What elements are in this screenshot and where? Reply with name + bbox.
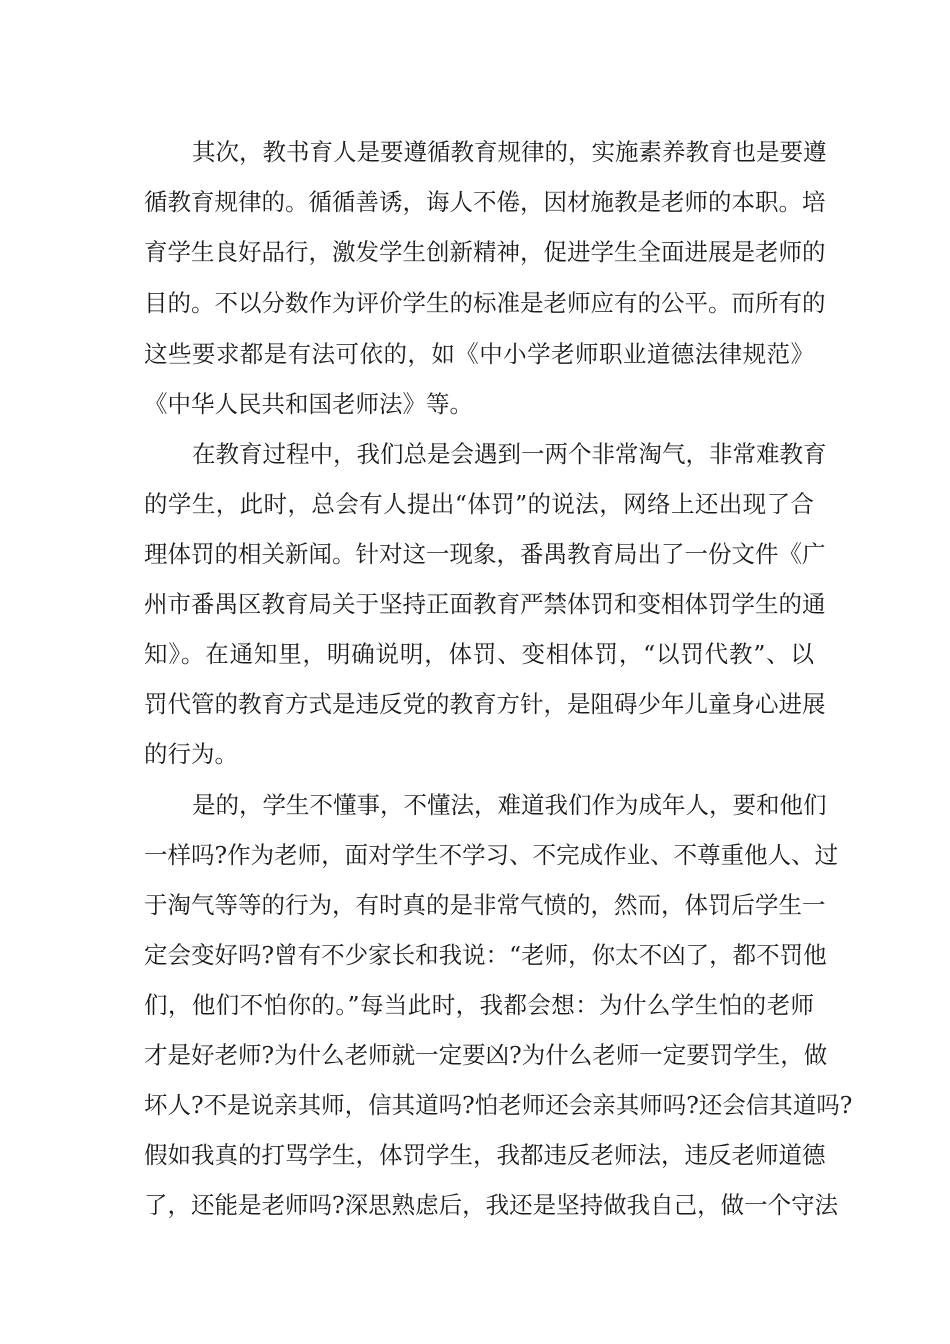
paragraph-1-line-3: 育学生良好品行，激发学生创新精神，促进学生全面进展是老师的	[144, 238, 826, 266]
paragraph-2-line-4: 州市番禺区教育局关于坚持正面教育严禁体罚和变相体罚学生的通	[144, 590, 826, 618]
paragraph-3-line-1: 是的，学生不懂事，不懂法，难道我们作为成年人，要和他们	[192, 791, 827, 819]
paragraph-2-line-3: 理体罚的相关新闻。针对这一现象，番禺教育局出了一份文件《广	[144, 540, 826, 568]
paragraph-1-line-4: 目的。不以分数作为评价学生的标准是老师应有的公平。而所有的	[144, 289, 826, 317]
paragraph-3-line-9: 了，还能是老师吗?深思熟虑后，我还是坚持做我自己，做一个守法	[144, 1191, 839, 1219]
paragraph-3-line-3: 于淘气等等的行为，有时真的是非常气愤的，然而，体罚后学生一	[144, 891, 826, 919]
paragraph-3-line-2: 一样吗?作为老师，面对学生不学习、不完成作业、不尊重他人、过	[144, 841, 839, 869]
paragraph-1-line-5: 这些要求都是有法可依的，如《中小学老师职业道德法律规范》	[144, 340, 814, 368]
paragraph-3-line-4: 定会变好吗?曾有不少家长和我说：“老师，你太不凶了，都不罚他	[144, 941, 827, 969]
paragraph-3-line-6: 才是好老师?为什么老师就一定要凶?为什么老师一定要罚学生，做	[144, 1041, 828, 1069]
paragraph-2-line-1: 在教育过程中，我们总是会遇到一两个非常淘气，非常难教育	[192, 440, 827, 468]
paragraph-2-line-6: 罚代管的教育方式是违反党的教育方针，是阻碍少年儿童身心进展	[144, 690, 826, 718]
paragraph-2-line-2: 的学生，此时，总会有人提出“体罚”的说法，网络上还出现了合	[144, 490, 814, 518]
paragraph-1-line-2: 循教育规律的。循循善诱，诲人不倦，因材施教是老师的本职。培	[144, 188, 826, 216]
paragraph-3-line-7: 坏人?不是说亲其师，信其道吗?怕老师还会亲其师吗?还会信其道吗?	[144, 1091, 853, 1119]
paragraph-1-line-1: 其次，教书育人是要遵循教育规律的，实施素养教育也是要遵	[192, 138, 827, 166]
paragraph-3-line-8: 假如我真的打骂学生，体罚学生，我都违反老师法，违反老师道德	[144, 1141, 826, 1169]
paragraph-3-line-5: 们，他们不怕你的。”每当此时，我都会想：为什么学生怕的老师	[144, 991, 814, 1019]
paragraph-2-line-5: 知》。在通知里，明确说明，体罚、变相体罚，“以罚代教”、以	[144, 640, 814, 668]
paragraph-2-line-7: 的行为。	[144, 740, 238, 768]
paragraph-1-line-6: 《中华人民共和国老师法》等。	[144, 390, 473, 418]
